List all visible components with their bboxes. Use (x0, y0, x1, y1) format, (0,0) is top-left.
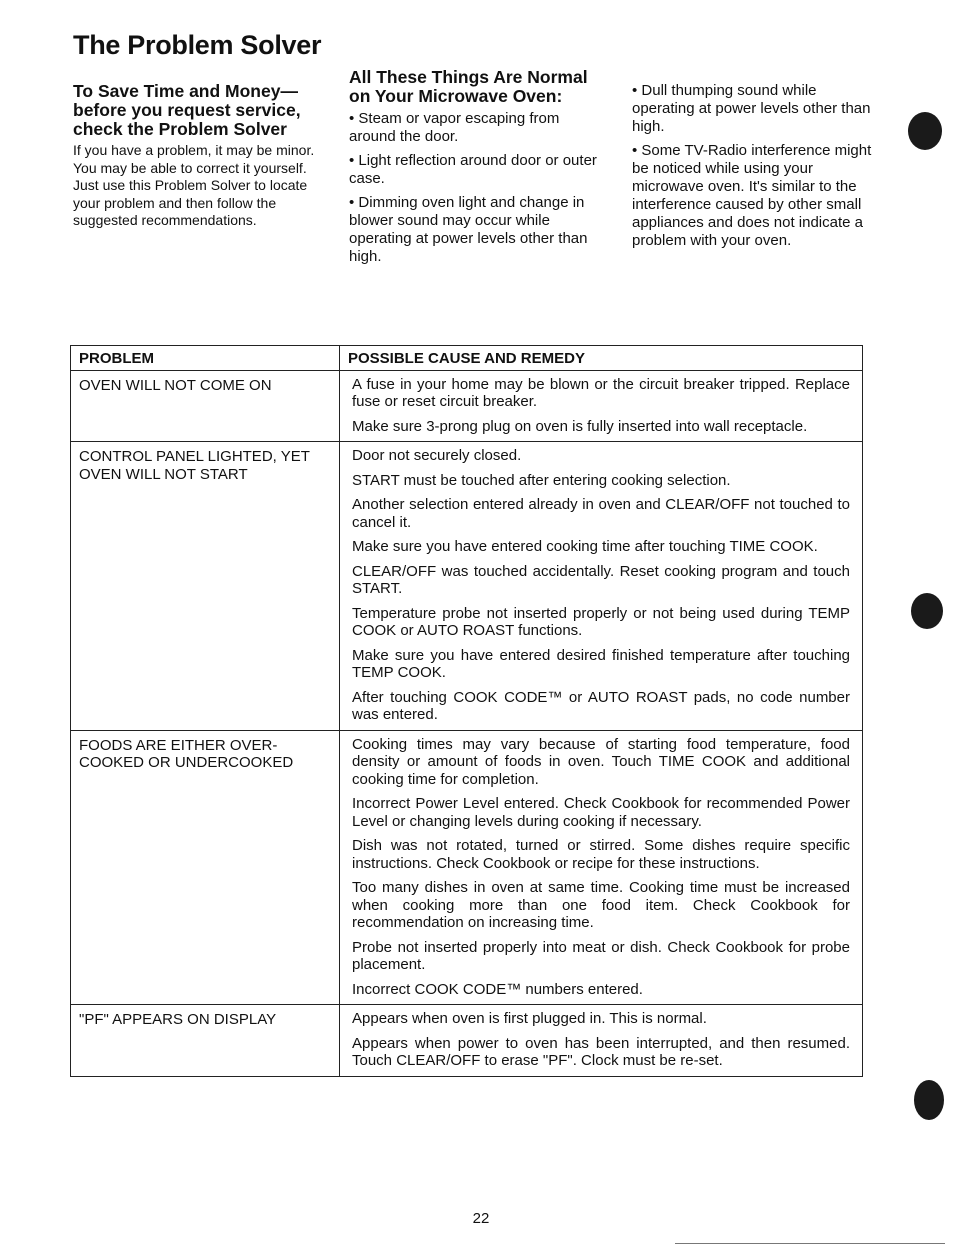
table-row (71, 370, 863, 442)
remedy-item: Appears when oven is first plugged in. This is normal. (352, 1010, 707, 1027)
remedy-cell (340, 730, 863, 1005)
problem-cell: "PF" APPEARS ON DISPLAY (71, 1005, 340, 1077)
remedy-cell (340, 1005, 863, 1077)
normal-column-right (632, 82, 882, 272)
problem-cell: CONTROL PANEL LIGHTED, YET OVEN WILL NOT START (71, 442, 340, 731)
remedy-item: CLEAR/OFF was touched accidentally. Reset cooking program and touch START. (352, 562, 850, 597)
remedy-item: Dish was not rotated, turned or stirred. Some dishes require specific instructions. Check Cookbook or recipe for these instructions. (352, 837, 850, 872)
problem-solver-table-container (70, 345, 863, 1077)
binder-hole-mark (914, 1080, 944, 1120)
remedy-item: A fuse in your home may be blown or the circuit breaker tripped. Replace fuse or reset circuit breaker. (352, 375, 850, 410)
table-row (71, 1005, 863, 1077)
intro-heading: To Save Time and Money—before you request service, check the Problem Solver (73, 81, 301, 139)
problem-cell: FOODS ARE EITHER OVER-COOKED OR UNDERCOOKED (71, 730, 340, 1005)
column-header-remedy: POSSIBLE CAUSE AND REMEDY (340, 346, 863, 371)
normal-item: • Dull thumping sound while operating at power levels other than high. (632, 82, 871, 135)
normal-item: • Steam or vapor escaping from around the door. (349, 110, 560, 145)
remedy-cell (340, 442, 863, 731)
remedy-item: Door not securely closed. (352, 447, 522, 464)
remedy-item: START must be touched after entering cooking selection. (352, 471, 731, 489)
intro-body: If you have a problem, it may be minor. You may be able to correct it yourself. Just use this Problem Solver to locate your problem and then follow the suggested recommendations. (73, 142, 315, 228)
table-row (71, 730, 863, 1005)
problem-cell: OVEN WILL NOT COME ON (71, 370, 340, 442)
normal-heading: All These Things Are Normal on Your Microwave Oven: (349, 67, 588, 106)
remedy-item: Appears when power to oven has been interrupted, and then resumed. Touch CLEAR/OFF to erase "PF". Clock must be re-set. (352, 1034, 850, 1069)
normal-item: • Some TV-Radio interference might be noticed while using your microwave oven. It's similar to the interference caused by other small appliances and does not indicate a problem with your oven. (632, 142, 872, 249)
remedy-item: Make sure 3-prong plug on oven is fully inserted into wall receptacle. (352, 417, 808, 435)
remedy-cell (340, 370, 863, 442)
normal-column-left (349, 110, 604, 272)
remedy-item: Too many dishes in oven at same time. Cooking time must be increased when cooking more than one food item. Check Cookbook for recommendation on increasing time. (352, 879, 850, 931)
normal-things-section (349, 68, 889, 272)
column-header-problem: PROBLEM (71, 346, 340, 371)
intro-section (73, 82, 323, 230)
remedy-item: Another selection entered already in oven and CLEAR/OFF not touched to cancel it. (352, 496, 850, 531)
remedy-item: Cooking times may vary because of starting food temperature, food density or amount of foods in oven. Touch TIME COOK and additional cooking time for completion. (352, 735, 850, 788)
problem-solver-table (70, 345, 863, 1077)
remedy-item: Incorrect Power Level entered. Check Cookbook for recommended Power Level or changing levels during cooking if necessary. (352, 795, 850, 830)
table-header-row (71, 346, 863, 371)
remedy-item: Make sure you have entered cooking time after touching TIME COOK. (352, 538, 818, 555)
normal-item: • Dimming oven light and change in blower sound may occur while operating at power levels other than high. (349, 194, 588, 265)
remedy-item: Make sure you have entered desired finished temperature after touching TEMP COOK. (352, 646, 850, 681)
binder-hole-mark (911, 593, 943, 629)
remedy-item: Temperature probe not inserted properly or not being used during TEMP COOK or AUTO ROAST functions. (352, 604, 850, 639)
binder-hole-mark (908, 112, 942, 150)
remedy-item: Incorrect COOK CODE™ numbers entered. (352, 980, 643, 998)
normal-item: • Light reflection around door or outer case. (349, 152, 597, 187)
page-title: The Problem Solver (73, 30, 322, 60)
page-number: 22 (472, 1210, 490, 1227)
remedy-item: After touching COOK CODE™ or AUTO ROAST pads, no code number was entered. (352, 688, 850, 723)
remedy-item: Probe not inserted properly into meat or dish. Check Cookbook for probe placement. (352, 938, 850, 973)
table-row (71, 442, 863, 731)
bottom-rule (675, 1243, 945, 1244)
